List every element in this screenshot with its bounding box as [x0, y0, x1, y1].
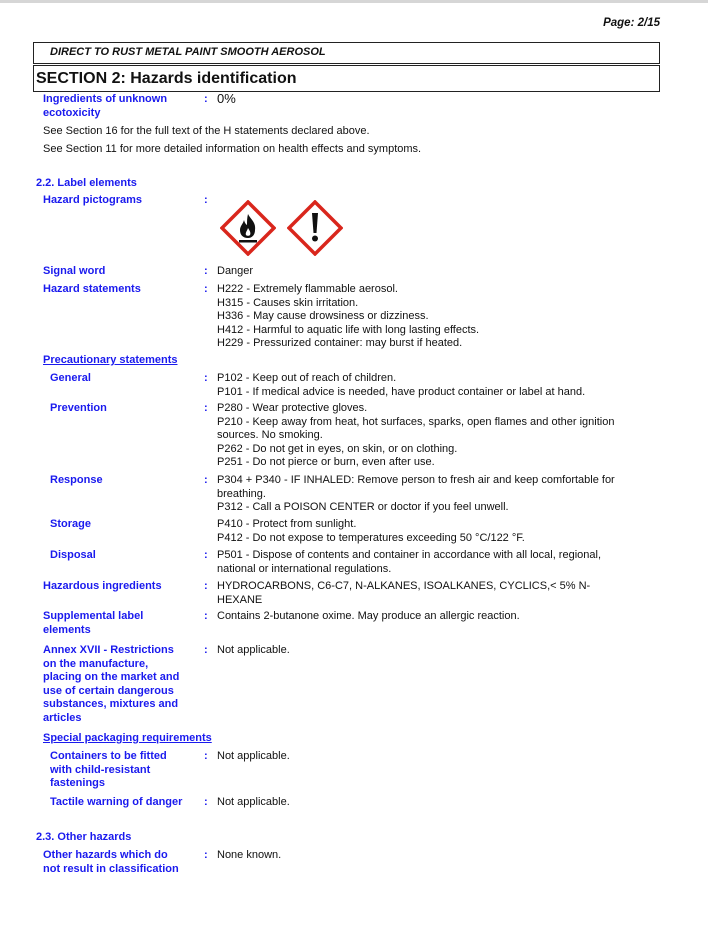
- supplemental-value: Contains 2-butanone oxime. May produce an allergic reaction.: [217, 610, 520, 622]
- label-line: not result in classification: [43, 862, 179, 875]
- annex-xvii-value: Not applicable.: [217, 644, 290, 656]
- value-line: HYDROCARBONS, C6-C7, N-ALKANES, ISOALKANES, CYCLICS,< 5% N-: [217, 580, 591, 592]
- colon: :: [204, 265, 208, 277]
- label-elements-heading: 2.2. Label elements: [36, 177, 137, 189]
- statement: breathing.: [217, 487, 266, 500]
- statement: P101 - If medical advice is needed, have product container or label at hand.: [217, 385, 586, 398]
- colon: :: [204, 194, 208, 206]
- statement: national or international regulations.: [217, 562, 392, 575]
- hazardous-ingredients-label: Hazardous ingredients: [43, 580, 162, 592]
- label-line: with child-resistant: [50, 763, 151, 776]
- statement: P262 - Do not get in eyes, on skin, or on clothing.: [217, 442, 458, 455]
- hazard-statement: H412 - Harmful to aquatic life with long lasting effects.: [217, 323, 480, 336]
- containers-value: Not applicable.: [217, 750, 290, 762]
- statement: P501 - Dispose of contents and container in accordance with all local, regional,: [217, 549, 602, 561]
- statement: P410 - Protect from sunlight.: [217, 518, 357, 530]
- statement: P102 - Keep out of reach of children.: [217, 372, 397, 384]
- colon: :: [204, 796, 208, 808]
- section-title-box: [33, 65, 660, 92]
- prevention-label: Prevention: [50, 402, 107, 414]
- hazard-pictograms-label: Hazard pictograms: [43, 194, 143, 206]
- statement: P312 - Call a POISON CENTER or doctor if you feel unwell.: [217, 501, 509, 514]
- precautionary-statements-heading: Precautionary statements: [43, 354, 178, 366]
- response-label: Response: [50, 474, 103, 486]
- statement: P251 - Do not pierce or burn, even after use.: [217, 456, 435, 469]
- value-line: HEXANE: [217, 593, 263, 606]
- hazard-statements-label: Hazard statements: [43, 283, 141, 295]
- colon: :: [204, 474, 208, 486]
- tactile-warning-label: Tactile warning of danger: [50, 796, 183, 808]
- statement: P412 - Do not expose to temperatures exceeding 50 °C/122 °F.: [217, 531, 525, 544]
- statement: P210 - Keep away from heat, hot surfaces, sparks, open flames and other ignition: [217, 415, 615, 428]
- signal-word-label: Signal word: [43, 265, 106, 277]
- containers-label: [50, 750, 167, 791]
- statement: sources. No smoking.: [217, 429, 323, 442]
- label-line: substances, mixtures and: [43, 698, 179, 711]
- label-line: Annex XVII - Restrictions: [43, 644, 174, 656]
- colon: :: [204, 402, 208, 414]
- label-line: placing on the market and: [43, 671, 180, 684]
- supplemental-label: [43, 610, 143, 637]
- statement: P280 - Wear protective gloves.: [217, 402, 368, 414]
- section-title: SECTION 2: Hazards identification: [36, 70, 297, 87]
- storage-statements: [217, 518, 657, 545]
- hazard-statement: H222 - Extremely flammable aerosol.: [217, 283, 398, 295]
- tactile-warning-value: Not applicable.: [217, 796, 290, 808]
- colon: :: [204, 372, 208, 384]
- label-line: Supplemental label: [43, 610, 144, 622]
- hazard-statement: H315 - Causes skin irritation.: [217, 296, 359, 309]
- colon: :: [204, 93, 208, 105]
- signal-word-value: Danger: [217, 265, 254, 277]
- note-section-16: See Section 16 for the full text of the H statements declared above.: [43, 125, 370, 137]
- colon: :: [204, 750, 208, 762]
- label-line: Containers to be fitted: [50, 750, 167, 762]
- statement: P304 + P340 - IF INHALED: Remove person to fresh air and keep comfortable for: [217, 474, 615, 486]
- ecotox-label-line: Ingredients of unknown: [43, 93, 168, 105]
- product-name: DIRECT TO RUST METAL PAINT SMOOTH AEROSOL: [50, 46, 326, 58]
- colon: :: [204, 580, 208, 592]
- label-line: fastenings: [50, 777, 106, 790]
- colon: :: [204, 644, 208, 656]
- label-line: use of certain dangerous: [43, 684, 174, 697]
- page-number: Page: 2/15: [603, 17, 660, 29]
- colon: :: [204, 849, 208, 861]
- label-line: Other hazards which do: [43, 849, 168, 861]
- exclamation-pictogram-icon: [287, 200, 343, 256]
- other-hazards-heading: 2.3. Other hazards: [36, 831, 132, 843]
- label-line: elements: [43, 623, 91, 636]
- flame-pictogram-icon: [220, 200, 276, 256]
- ecotox-label: [43, 93, 167, 120]
- hazard-statement: H336 - May cause drowsiness or dizziness.: [217, 310, 429, 323]
- colon: :: [204, 283, 208, 295]
- hazard-statements-list: [217, 283, 657, 351]
- ecotox-value: 0%: [217, 91, 236, 106]
- label-line: on the manufacture,: [43, 657, 149, 670]
- response-statements: [217, 474, 657, 515]
- prevention-statements: [217, 402, 657, 470]
- viewer-top-border: [0, 0, 708, 3]
- annex-xvii-label: [43, 644, 198, 726]
- label-line: articles: [43, 711, 82, 724]
- ecotox-label-line: ecotoxicity: [43, 106, 101, 119]
- special-packaging-heading: Special packaging requirements: [43, 732, 212, 744]
- disposal-statements: [217, 549, 657, 576]
- disposal-label: Disposal: [50, 549, 96, 561]
- note-section-11: See Section 11 for more detailed information on health effects and symptoms.: [43, 143, 422, 155]
- hazardous-ingredients-value: [217, 580, 657, 607]
- colon: :: [204, 610, 208, 622]
- hazard-statement: H229 - Pressurized container: may burst if heated.: [217, 337, 463, 350]
- other-hazards-value: None known.: [217, 849, 282, 861]
- other-hazards-label: [43, 849, 179, 876]
- product-name-box: [33, 42, 660, 64]
- storage-label: Storage: [50, 518, 91, 530]
- general-statements: [217, 372, 657, 399]
- colon: :: [204, 549, 208, 561]
- general-label: General: [50, 372, 91, 384]
